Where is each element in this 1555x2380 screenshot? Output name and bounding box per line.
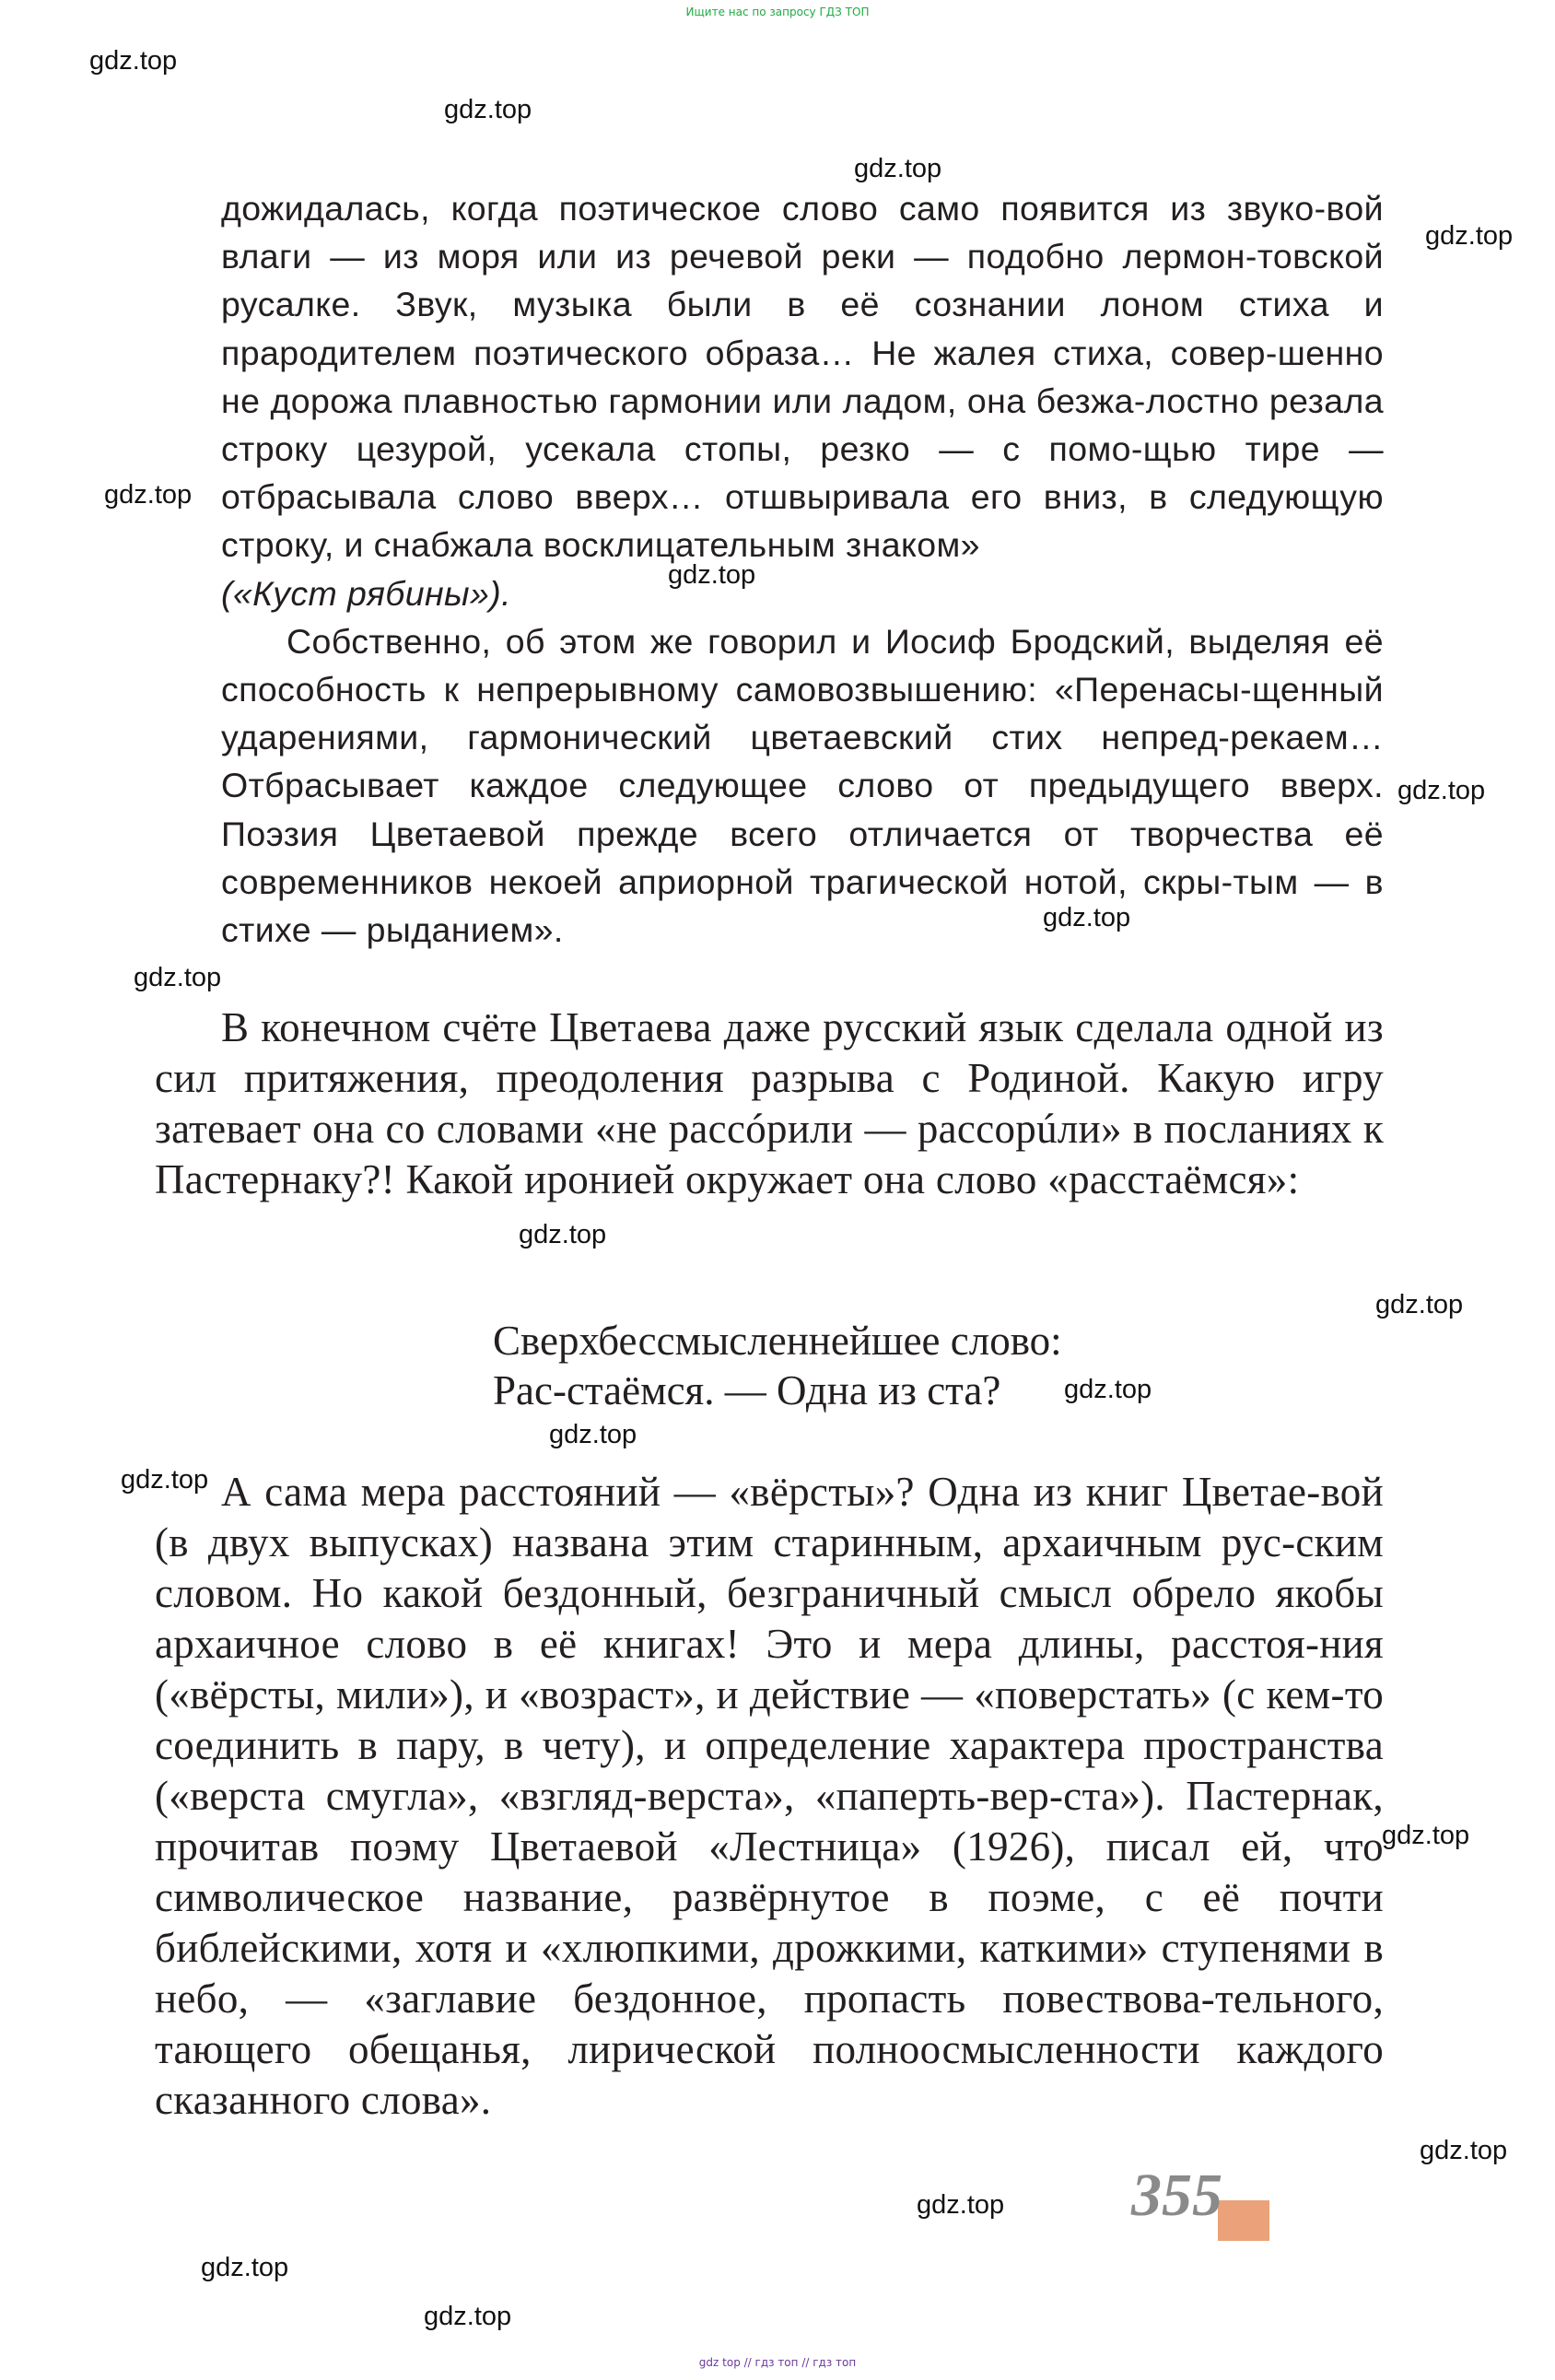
quote-source: («Куст рябины»). (221, 573, 511, 613)
watermark: gdz.top (1064, 1375, 1152, 1404)
watermark: gdz.top (668, 560, 756, 590)
bottom-banner: gdz top // гдз топ // гдз топ (698, 2356, 857, 2369)
verse-line: Сверхбессмысленнейшее слово: (493, 1318, 1062, 1364)
watermark: gdz.top (89, 46, 178, 76)
watermark: gdz.top (854, 154, 942, 183)
paragraph-text: А сама мера расстояний — «вёрсты»? Одна из книг Цветае-вой (в двух выпусках) названа этим старинным, архаичным рус-ским словом. Но какой бездонный, безграничный смысл обрело якобы архаичное слово в её книгах! Это и мера длины, расстоя-ния («вёрсты, мили»), и «возраст», и действие — «поверстать» (с кем-то соединить в пару, в чету), и определение характера пространства («верста смугла», «взгляд-верста», «паперть-вер-ста»). Пастернак, прочитав поэму Цветаевой «Лестница» (1926), писал ей, что символическое название, развёрнутое в поэме, с её почти библейскими, хотя и «хлюпкими, дрожкими, каткими» ступенями в небо, — «заглавие бездонное, пропасть повествова-тельного, тающего обещанья, лирической полноосмысленности каждого сказанного слова». (155, 1469, 1384, 2123)
watermark: gdz.top (104, 480, 193, 510)
watermark: gdz.top (519, 1220, 607, 1249)
watermark: gdz.top (917, 2190, 1005, 2220)
watermark: gdz.top (1397, 776, 1486, 805)
watermark: gdz.top (201, 2253, 289, 2282)
watermark: gdz.top (134, 963, 222, 992)
watermark: gdz.top (121, 1465, 209, 1495)
body-paragraph (155, 1002, 1384, 1205)
watermark: gdz.top (1375, 1290, 1464, 1319)
quote-text: дожидалась, когда поэтическое слово само появится из звуко-вой влаги — из моря или из речевой реки — подобно лермон-товской русалке. Звук, музыка были в её сознании лоном стиха и прародителем поэтического образа… Не жалея стиха, совер-шенно не дорожа плавностью гармонии или ладом, она безжа-лостно резала строку цезурой, усекала стопы, резко — с помо-щью тире — отбрасывала слово вверх… отшвыривала его вниз, в следующую строку, и снабжала восклицательным знаком» (221, 189, 1384, 565)
watermark: gdz.top (1425, 221, 1514, 251)
watermark: gdz.top (1382, 1821, 1470, 1850)
verse-quote (493, 1316, 1062, 1415)
watermark: gdz.top (1043, 903, 1131, 932)
watermark: gdz.top (1420, 2136, 1508, 2165)
body-paragraph (155, 1467, 1384, 2126)
page-number: 355 (1131, 2162, 1222, 2229)
quote-block (221, 184, 1384, 954)
paragraph-text: В конечном счёте Цветаева даже русский язык сделала одной из сил притяжения, преодоления разрыва с Родиной. Какую игру затевает она со словами «не рассóрили — рассорúли» в посланиях к Пастернаку?! Какой иронией окружает она слово «расстаёмся»: (155, 1004, 1384, 1202)
watermark: gdz.top (444, 95, 532, 124)
watermark: gdz.top (424, 2302, 512, 2331)
quote-paragraph-2: Собственно, об этом же говорил и Иосиф Бродский, выделяя её способность к непрерывному самовозвышению: «Перенасы-щенный ударениями, гармонический цветаевский стих непред-рекаем… Отбрасывает каждое следующее слово от предыдущего вверх. Поэзия Цветаевой прежде всего отличается от творчества её современников некоей априорной трагической нотой, скры-тым — в стихе — рыданием». (221, 621, 1384, 950)
quote-paragraph-1 (221, 184, 1384, 617)
watermark: gdz.top (549, 1420, 637, 1449)
verse-line: Рас-стаёмся. — Одна из ста? (493, 1367, 1001, 1413)
top-banner: Ищите нас по запросу ГДЗ ТОП (685, 6, 870, 18)
